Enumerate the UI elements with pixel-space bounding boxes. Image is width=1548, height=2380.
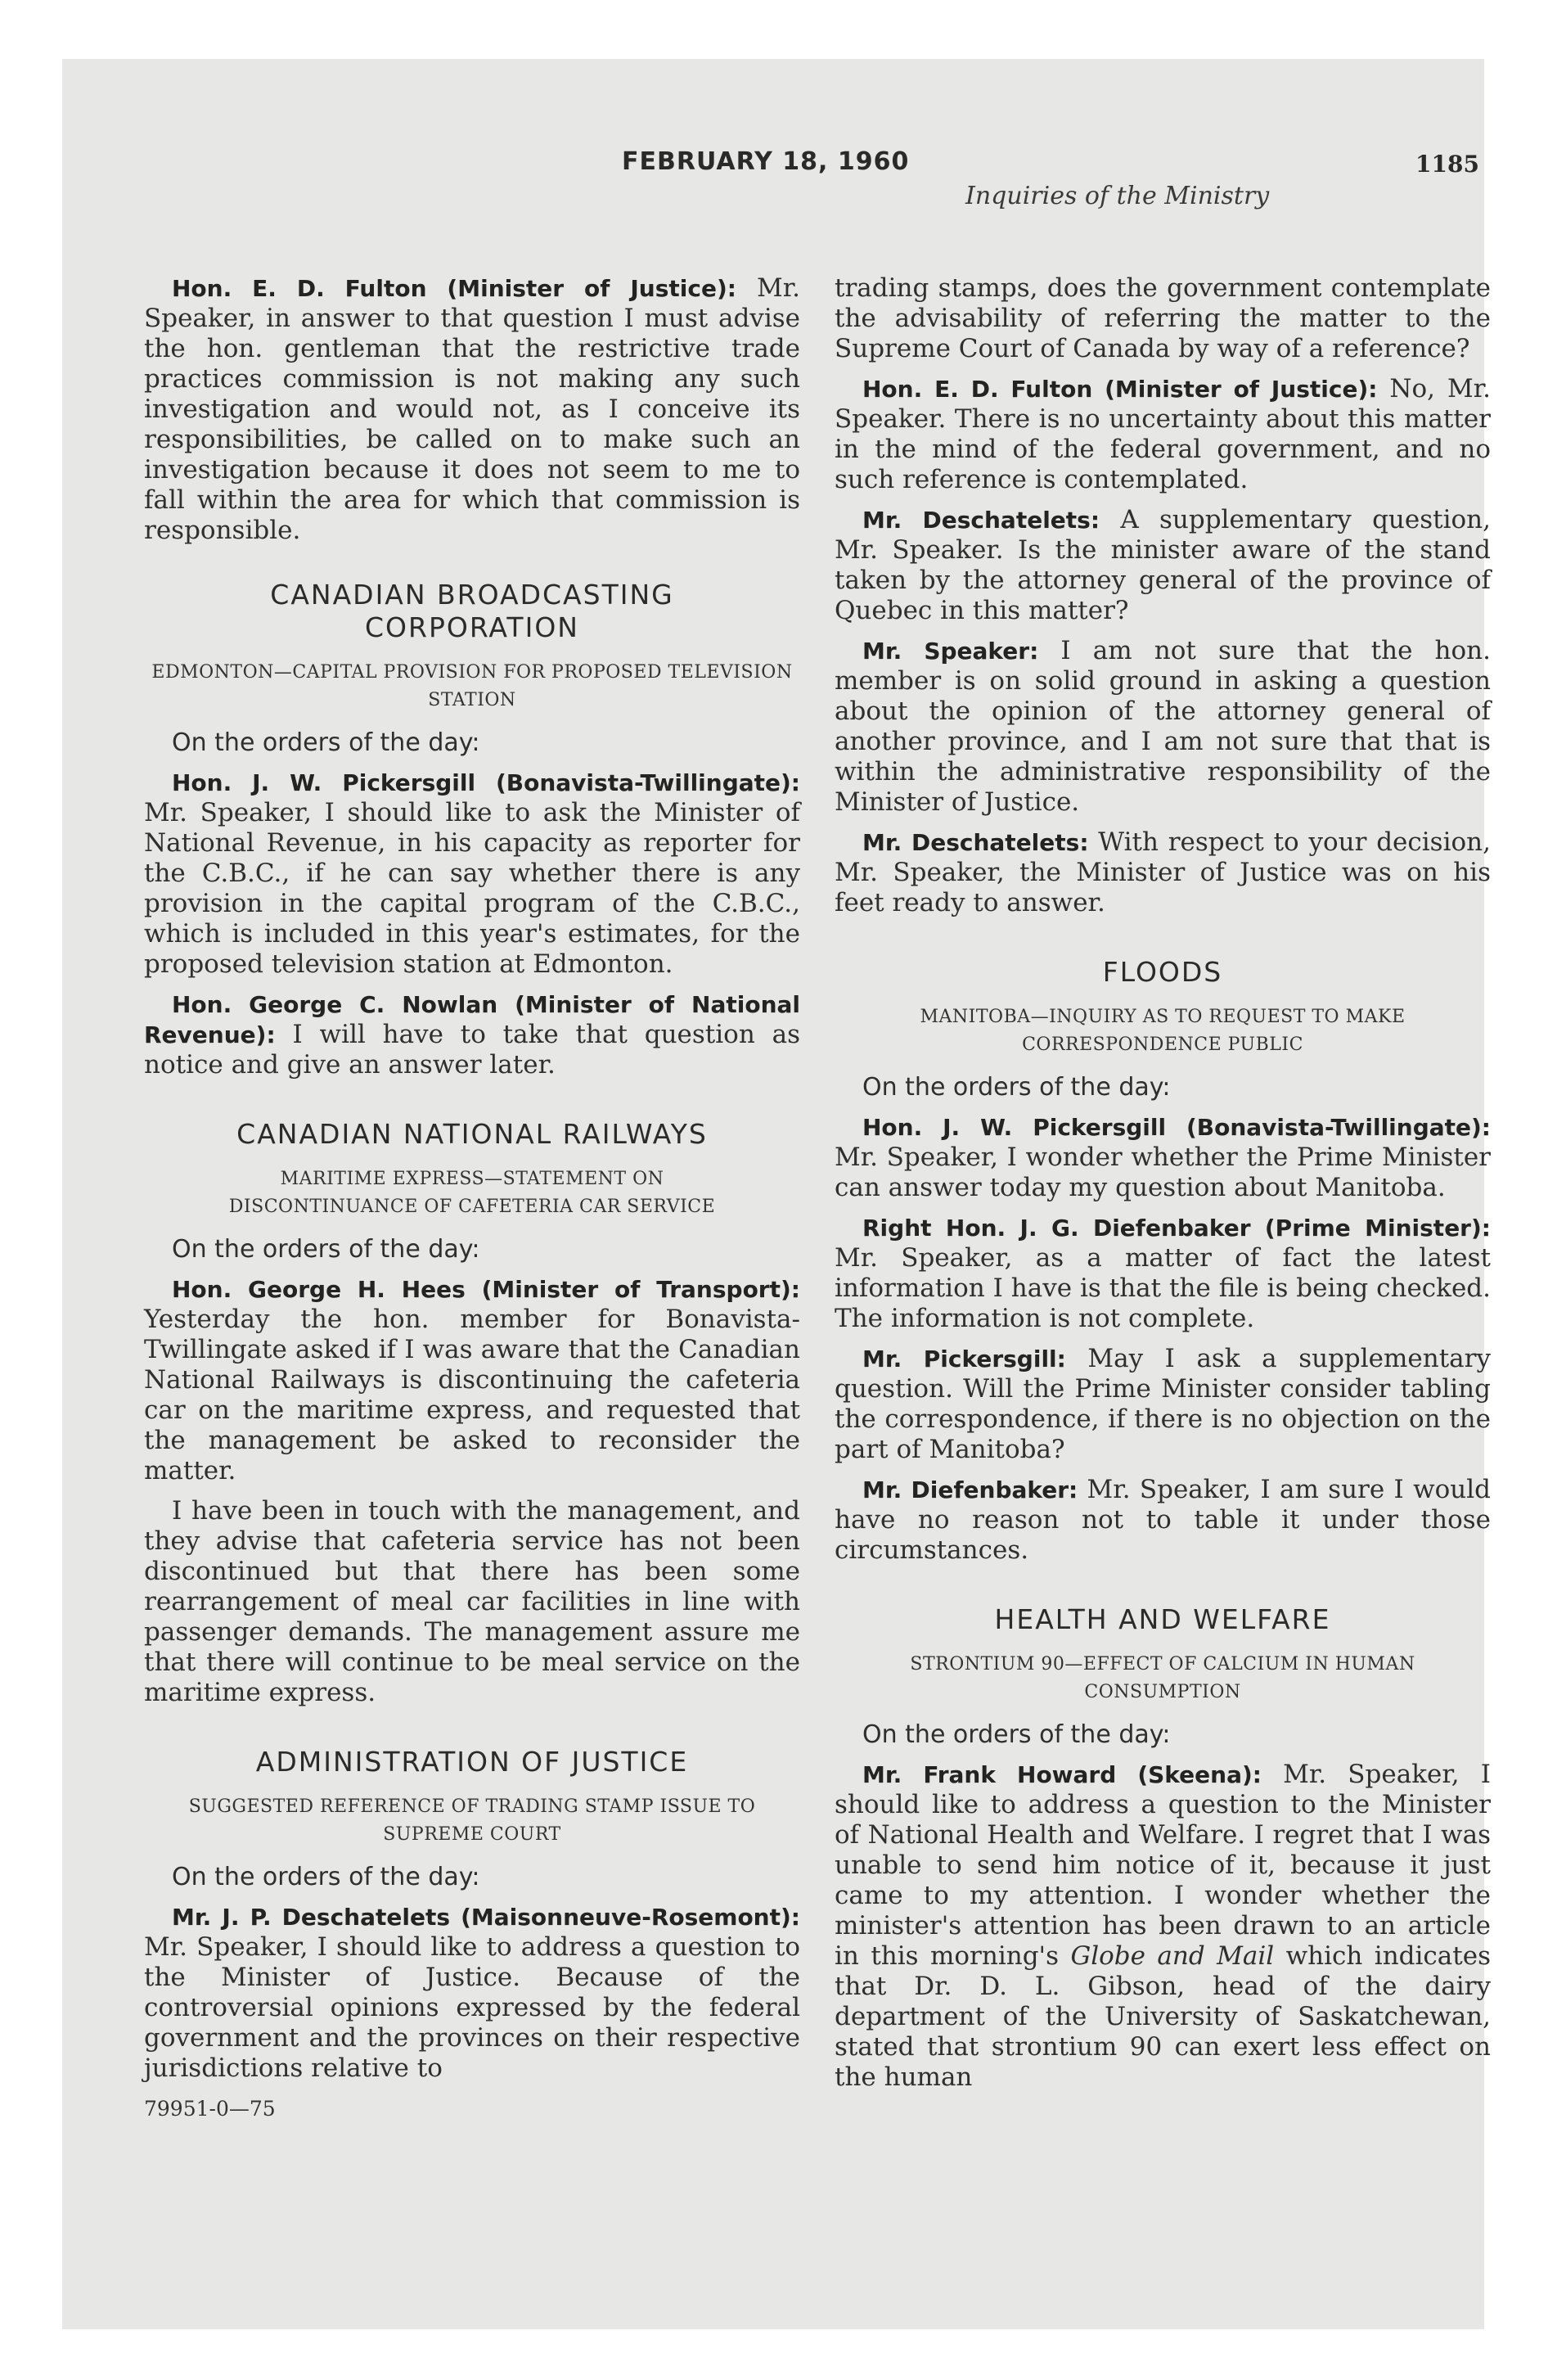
paragraph-text: A supplementary question, Mr. Speaker. Is the minister aware of the stand taken by the attorney general of the province of Quebec in this matter? (835, 505, 1491, 625)
section-subheading: MARITIME EXPRESS—STATEMENT ON DISCONTINUANCE OF CAFETERIA CAR SERVICE (228, 1169, 716, 1217)
paragraph-text: No, Mr. Speaker. There is no uncertainty about this matter in the mind of the federal government, and no such reference is contemplated. (835, 374, 1491, 494)
orders-of-day: On the orders of the day: (172, 728, 480, 757)
section-subheading: STRONTIUM 90—EFFECT OF CALCIUM IN HUMAN CONSUMPTION (910, 1654, 1415, 1702)
document-page (62, 59, 1492, 2329)
speaker-name: Mr. Diefenbaker: (862, 1476, 1078, 1503)
paragraph-text: May I ask a supplementary question. Will the Prime Minister consider tabling the correspondence, if there is no objection on the part of Manitoba? (835, 1344, 1491, 1464)
page-footer-code: 79951-0—75 (144, 2097, 276, 2121)
speaker-name: Hon. E. D. Fulton (Minister of Justice): (862, 376, 1378, 403)
orders-of-day: On the orders of the day: (172, 1235, 480, 1264)
paragraph (144, 768, 800, 980)
speaker-name: Mr. Deschatelets: (862, 507, 1100, 534)
speaker-name: Mr. Pickersgill: (862, 1346, 1066, 1373)
paragraph-text: Mr. Speaker, as a matter of fact the latest information I have is that the file is being checked. The information is not complete. (835, 1243, 1491, 1333)
paragraph (835, 1112, 1491, 1203)
page-header-date: FEBRUARY 18, 1960 (622, 147, 910, 176)
speaker-name: Right Hon. J. G. Diefenbaker (Prime Minister): (862, 1215, 1491, 1242)
paragraph (144, 1902, 800, 2084)
paragraph-text: Mr. Speaker, I should like to ask the Minister of National Revenue, in his capacity as reporter for the C.B.C., if he can say whether there is any provision in the capital program of the C.B.C., which is included in this year's estimates, for the proposed television station at Edmonton. (144, 798, 800, 979)
speaker-name: Mr. J. P. Deschatelets (Maisonneuve-Rosemont): (172, 1904, 800, 1931)
newspaper-title: Globe and Mail (1070, 1941, 1275, 1971)
speaker-name: Hon. George C. Nowlan (Minister of National Revenue): (144, 991, 800, 1048)
paragraph (835, 1213, 1491, 1334)
paragraph (144, 1274, 800, 1486)
section-heading: CANADIAN BROADCASTING CORPORATION (270, 579, 674, 643)
orders-of-day: On the orders of the day: (172, 1863, 480, 1891)
page-number: 1185 (1415, 151, 1479, 178)
speaker-name: Mr. Deschatelets: (862, 829, 1089, 856)
paragraph-text: I am not sure that the hon. member is on solid ground in asking a question about the opinion of the attorney general of another province, and I am not sure that that is within the administrative responsibility of the Minister of Justice. (835, 636, 1491, 817)
paragraph: I have been in touch with the management, and they advise that cafeteria service has not been discontinued but that there has been some rearrangement of meal car facilities in line with passenger demands. The management assure me that there will continue to be meal service on the maritime express. (144, 1496, 800, 1707)
section-heading: CANADIAN NATIONAL RAILWAYS (236, 1118, 708, 1150)
speaker-name: Hon. George H. Hees (Minister of Transport): (172, 1276, 800, 1303)
speaker-name: Mr. Frank Howard (Skeena): (862, 1761, 1262, 1788)
section-heading: FLOODS (1102, 956, 1223, 988)
section-heading: ADMINISTRATION OF JUSTICE (255, 1746, 689, 1778)
paragraph (835, 1760, 1491, 2093)
section-subheading: EDMONTON—CAPITAL PROVISION FOR PROPOSED TELEVISION STATION (151, 662, 793, 710)
paragraph-text: which indicates that Dr. D. L. Gibson, head of the dairy department of the University of Saskatchewan, stated that strontium 90 can exert less effect on the human (835, 1941, 1491, 2092)
orders-of-day: On the orders of the day: (862, 1720, 1171, 1749)
paragraph (835, 505, 1491, 626)
paragraph (144, 273, 800, 546)
paragraph (835, 1475, 1491, 1566)
section-heading: HEALTH AND WELFARE (994, 1603, 1331, 1635)
orders-of-day: On the orders of the day: (862, 1073, 1171, 1102)
paragraph-text: Mr. Speaker, I should like to address a question to the Minister of Justice. Because of the controversial opinions expressed by the federal government and the provinces on their respective jurisdictions relative to (144, 1932, 800, 2083)
running-title: Inquiries of the Ministry (965, 182, 1270, 210)
paragraph-text: Mr. Speaker, I am sure I would have no reason not to table it under those circumstances. (835, 1475, 1491, 1565)
section-subheading: MANITOBA—INQUIRY AS TO REQUEST TO MAKE CORRESPONDENCE PUBLIC (920, 1007, 1406, 1055)
paragraph (835, 827, 1491, 918)
speaker-name: Hon. J. W. Pickersgill (Bonavista-Twillingate): (172, 769, 800, 796)
paragraph: trading stamps, does the government contemplate the advisability of referring the matter to the Supreme Court of Canada by way of a reference? (835, 273, 1491, 363)
paragraph (835, 374, 1491, 495)
right-column (835, 273, 1491, 2103)
section-subheading: SUGGESTED REFERENCE OF TRADING STAMP ISSUE TO SUPREME COURT (188, 1796, 756, 1845)
paragraph (835, 1344, 1491, 1465)
paragraph-text: Yesterday the hon. member for Bonavista-Twillingate asked if I was aware that the Canadian National Railways is discontinuing the cafeteria car on the maritime express, and requested that the management be asked to reconsider the matter. (144, 1305, 800, 1485)
paragraph (835, 636, 1491, 818)
paragraph-text: Mr. Speaker, I should like to address a question to the Minister of National Health and Welfare. I regret that I was unable to send him notice of it, because it just came to my attention. I wonder whether the minister's attention has been drawn to an article in this morning's (835, 1760, 1492, 1971)
paragraph (144, 989, 800, 1080)
paragraph-text: I will have to take that question as notice and give an answer later. (144, 1020, 800, 1080)
paragraph-text: With respect to your decision, Mr. Speaker, the Minister of Justice was on his feet ready to answer. (835, 827, 1491, 917)
speaker-name: Hon. J. W. Pickersgill (Bonavista-Twillingate): (862, 1114, 1491, 1141)
speaker-name: Hon. E. D. Fulton (Minister of Justice): (172, 275, 736, 302)
speaker-name: Mr. Speaker: (862, 638, 1039, 665)
paragraph-text: Mr. Speaker, in answer to that question I must advise the hon. gentleman that the restrictive trade practices commission is not making any such investigation and would not, as I conceive its responsibilities, be called on to make such an investigation because it does not seem to me to fall within the area for which that commission is responsible. (144, 273, 801, 545)
left-column (144, 273, 800, 2124)
paragraph-text: Mr. Speaker, I wonder whether the Prime Minister can answer today my question about Manitoba. (835, 1143, 1491, 1202)
